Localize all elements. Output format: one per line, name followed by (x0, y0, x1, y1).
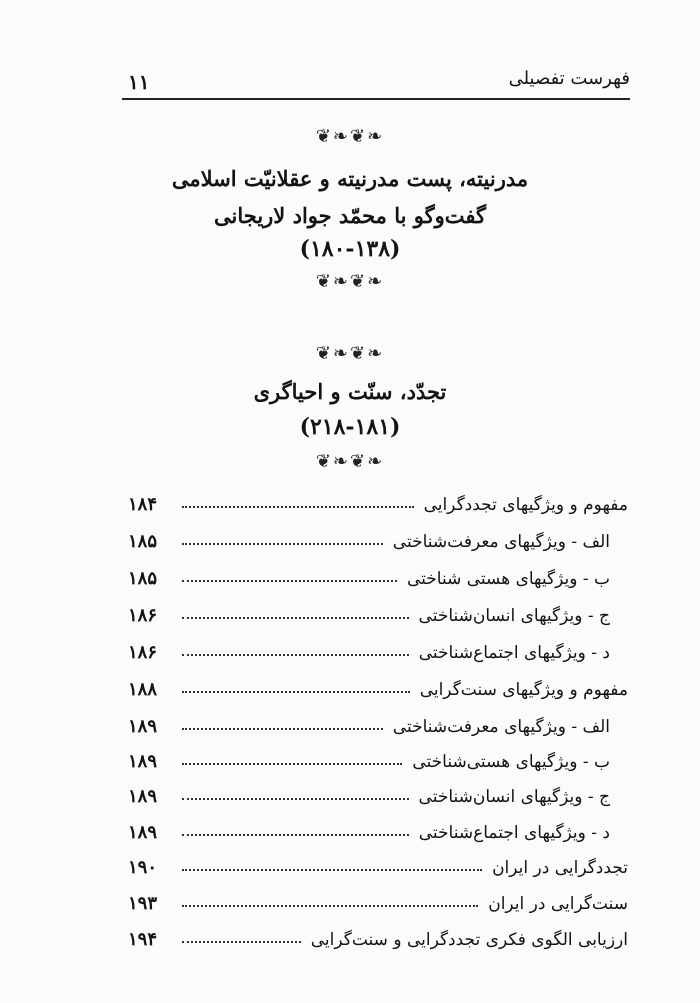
toc-entry-page: ۱۸۶ (128, 605, 158, 626)
toc-entry (128, 850, 628, 878)
ornament-divider: ❦❧❦❧ (315, 271, 385, 292)
leader-dots (182, 763, 402, 765)
section-page-range: (۲۱۸-۱۸۱) (299, 414, 401, 440)
toc-entry (128, 672, 628, 700)
leader-dots (182, 728, 383, 730)
ornament-divider: ❦❧❦❧ (315, 451, 385, 472)
toc-entry (128, 744, 610, 772)
toc-entry-text: د - ویژگیهای اجتماع‌شناختی (418, 823, 610, 843)
leader-dots (182, 869, 482, 871)
toc-entry-page: ۱۹۳ (128, 893, 158, 914)
toc-entry (128, 815, 610, 843)
leader-dots (182, 580, 397, 582)
toc-entry-page: ۱۸۶ (128, 642, 158, 663)
toc-entry-page: ۱۸۹ (128, 751, 158, 772)
section-page-range: (۱۸۰-۱۳۸) (299, 236, 401, 262)
toc-entry-text: تجددگرایی در ایران (492, 858, 628, 878)
toc-entry-text: مفهوم و ویژگیهای سنت‌گرایی (419, 680, 628, 700)
toc-entry-page: ۱۸۹ (128, 716, 158, 737)
leader-dots (182, 617, 409, 619)
toc-entry-text: الف - ویژگیهای معرفت‌شناختی (392, 717, 610, 737)
leader-dots (182, 834, 409, 836)
toc-entry-text: د - ویژگیهای اجتماع‌شناختی (418, 643, 610, 663)
toc-entry (128, 922, 628, 950)
toc-entry (128, 598, 610, 626)
toc-entry-text: ج - ویژگیهای انسان‌شناختی (418, 606, 610, 626)
toc-entry-text: ب - ویژگیهای هستی شناختی (406, 569, 610, 589)
toc-entry (128, 487, 628, 515)
toc-entry-page: ۱۸۴ (128, 494, 158, 515)
toc-entry-text: ب - ویژگیهای هستی‌شناختی (412, 752, 610, 772)
toc-entry (128, 779, 610, 807)
header-rule (122, 98, 630, 100)
toc-entry (128, 886, 628, 914)
leader-dots (182, 506, 414, 508)
toc-entry (128, 635, 610, 663)
toc-entry-text: سنت‌گرایی در ایران (488, 894, 628, 914)
section-title: تجدّد، سنّت و احیاگری (253, 379, 447, 404)
leader-dots (182, 905, 478, 907)
toc-entry (128, 561, 610, 589)
toc-entry-page: ۱۹۴ (128, 929, 158, 950)
leader-dots (182, 941, 301, 943)
toc-entry-page: ۱۹۰ (128, 857, 158, 878)
toc-entry-text: ج - ویژگیهای انسان‌شناختی (418, 787, 610, 807)
toc-entry-page: ۱۸۹ (128, 786, 158, 807)
page-number: ۱۱ (128, 70, 150, 94)
leader-dots (182, 654, 409, 656)
toc-entry-page: ۱۸۹ (128, 822, 158, 843)
toc-entry (128, 709, 610, 737)
leader-dots (182, 691, 410, 693)
ornament-divider: ❦❧❦❧ (315, 343, 385, 364)
toc-entry-text: الف - ویژگیهای معرفت‌شناختی (392, 532, 610, 552)
ornament-divider: ❦❧❦❧ (315, 126, 385, 147)
running-header-title: فهرست تفصیلی (508, 68, 630, 89)
section-subtitle: گفت‌وگو با محمّد جواد لاریجانی (214, 203, 486, 228)
toc-entry-text: مفهوم و ویژگیهای تجددگرایی (423, 495, 628, 515)
toc-entry-page: ۱۸۸ (128, 679, 158, 700)
toc-entry (128, 524, 610, 552)
leader-dots (182, 798, 409, 800)
leader-dots (182, 543, 383, 545)
toc-entry-text: ارزیابی الگوی فکری تجددگرایی و سنت‌گرایی (310, 930, 628, 950)
section-title: مدرنیته، پست مدرنیته و عقلانیّت اسلامی (171, 166, 529, 191)
toc-entry-page: ۱۸۵ (128, 568, 158, 589)
toc-entry-page: ۱۸۵ (128, 531, 158, 552)
